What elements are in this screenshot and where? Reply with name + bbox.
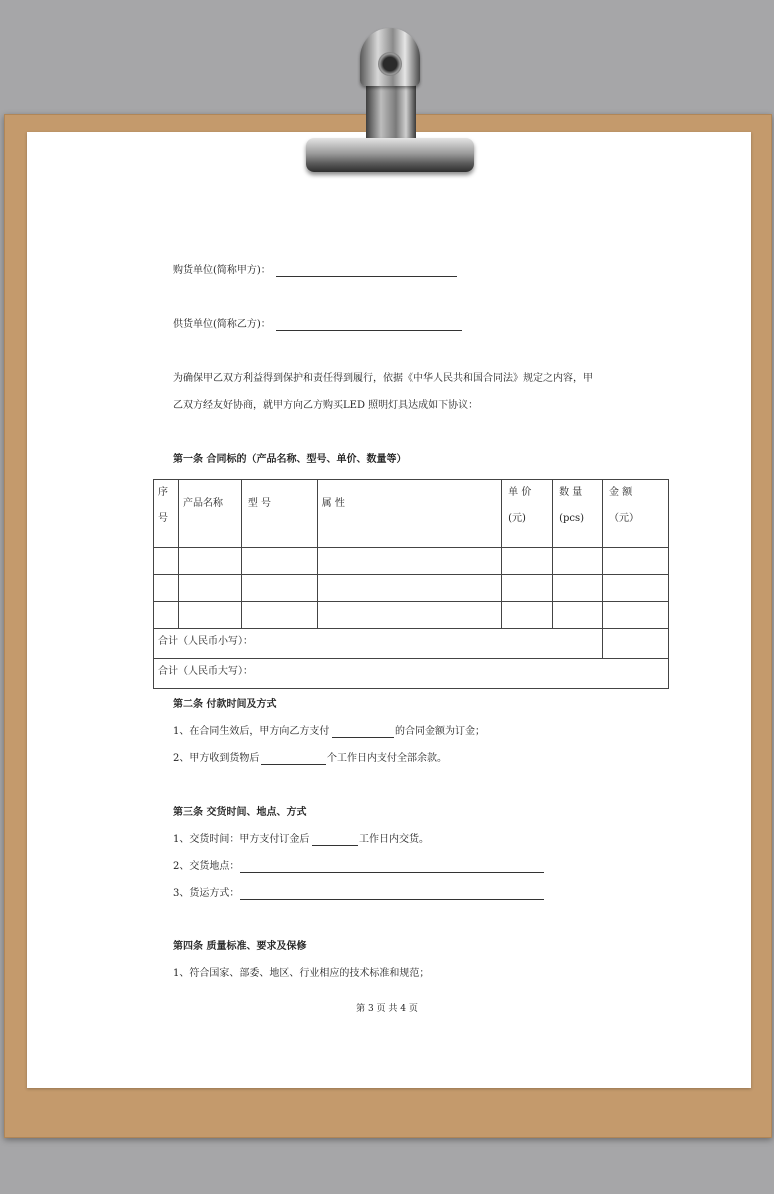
table-cell[interactable] [502, 575, 553, 602]
total-lower-value[interactable] [603, 629, 669, 659]
table-cell[interactable] [154, 602, 179, 629]
payment-item-1-a: 1、在合同生效后，甲方向乙方支付 [173, 726, 330, 737]
header-name: 产品名称 [178, 480, 241, 548]
table-cell[interactable] [603, 602, 669, 629]
delivery-item-1-a: 1、交货时间：甲方支付订金后 [173, 834, 310, 845]
total-lower-row [154, 629, 669, 659]
supplier-label: 供货单位(简称乙方)： [173, 319, 271, 330]
total-lower-label: 合计（人民币小写）： [154, 629, 603, 659]
deposit-blank[interactable] [332, 737, 394, 738]
table-cell[interactable] [502, 548, 553, 575]
quality-item-1: 1、符合国家、部委、地区、行业相应的技术标准和规范； [173, 968, 430, 979]
total-upper-row [154, 659, 669, 689]
buyer-blank[interactable] [276, 276, 457, 277]
total-upper-label: 合计（人民币大写）： [154, 659, 669, 689]
intro-line-2: 乙双方经友好协商，就甲方向乙方购买LED 照明灯具达成如下协议： [173, 400, 479, 411]
payment-item-2-b: 个工作日内支付全部余款。 [327, 753, 447, 764]
table-cell[interactable] [178, 602, 241, 629]
table-cell[interactable] [178, 575, 241, 602]
table-cell[interactable] [241, 602, 317, 629]
intro-line-1: 为确保甲乙双方利益得到保护和责任得到履行，依据《中华人民共和国合同法》规定之内容，甲 [173, 373, 593, 384]
delivery-place-blank[interactable] [240, 872, 544, 873]
clip-hole [378, 52, 402, 76]
table-header-row [154, 480, 669, 548]
payment-item-2-a: 2、甲方收到货物后 [173, 753, 260, 764]
buyer-label: 购货单位(简称甲方)： [173, 265, 271, 276]
article-3-title: 第三条 交货时间、地点、方式 [173, 807, 307, 818]
shipping-method-blank[interactable] [240, 899, 544, 900]
clip-neck [366, 84, 416, 142]
delivery-item-3: 3、货运方式： [173, 888, 240, 899]
table-cell[interactable] [603, 575, 669, 602]
table-row [154, 575, 669, 602]
clip-base [306, 138, 474, 172]
header-model: 型 号 [241, 480, 317, 548]
header-attr: 属 性 [317, 480, 502, 548]
page-number: 第 3 页 共 4 页 [356, 1004, 418, 1014]
payment-item-1-b: 的合同金额为订金； [395, 726, 485, 737]
table-cell[interactable] [317, 575, 502, 602]
table-row [154, 548, 669, 575]
table-cell[interactable] [603, 548, 669, 575]
table-cell[interactable] [241, 575, 317, 602]
table-cell[interactable] [553, 548, 603, 575]
goods-table [153, 479, 669, 689]
table-row [154, 602, 669, 629]
delivery-item-2: 2、交货地点： [173, 861, 240, 872]
article-2-title: 第二条 付款时间及方式 [173, 699, 277, 710]
table-cell[interactable] [502, 602, 553, 629]
table-cell[interactable] [317, 602, 502, 629]
header-amount: 金 额 （元） [603, 480, 669, 548]
header-price: 单 价 (元) [502, 480, 553, 548]
delivery-days-blank[interactable] [312, 845, 358, 846]
table-cell[interactable] [178, 548, 241, 575]
article-4-title: 第四条 质量标准、要求及保修 [173, 941, 307, 952]
payment-days-blank[interactable] [261, 764, 326, 765]
header-seq: 序 号 [154, 480, 179, 548]
table-cell[interactable] [154, 575, 179, 602]
header-qty: 数 量 (pcs) [553, 480, 603, 548]
delivery-item-1-b: 工作日内交货。 [359, 834, 429, 845]
table-cell[interactable] [317, 548, 502, 575]
table-cell[interactable] [553, 602, 603, 629]
table-cell[interactable] [241, 548, 317, 575]
article-1-title: 第一条 合同标的（产品名称、型号、单价、数量等） [173, 454, 407, 465]
supplier-blank[interactable] [276, 330, 462, 331]
table-cell[interactable] [553, 575, 603, 602]
table-cell[interactable] [154, 548, 179, 575]
